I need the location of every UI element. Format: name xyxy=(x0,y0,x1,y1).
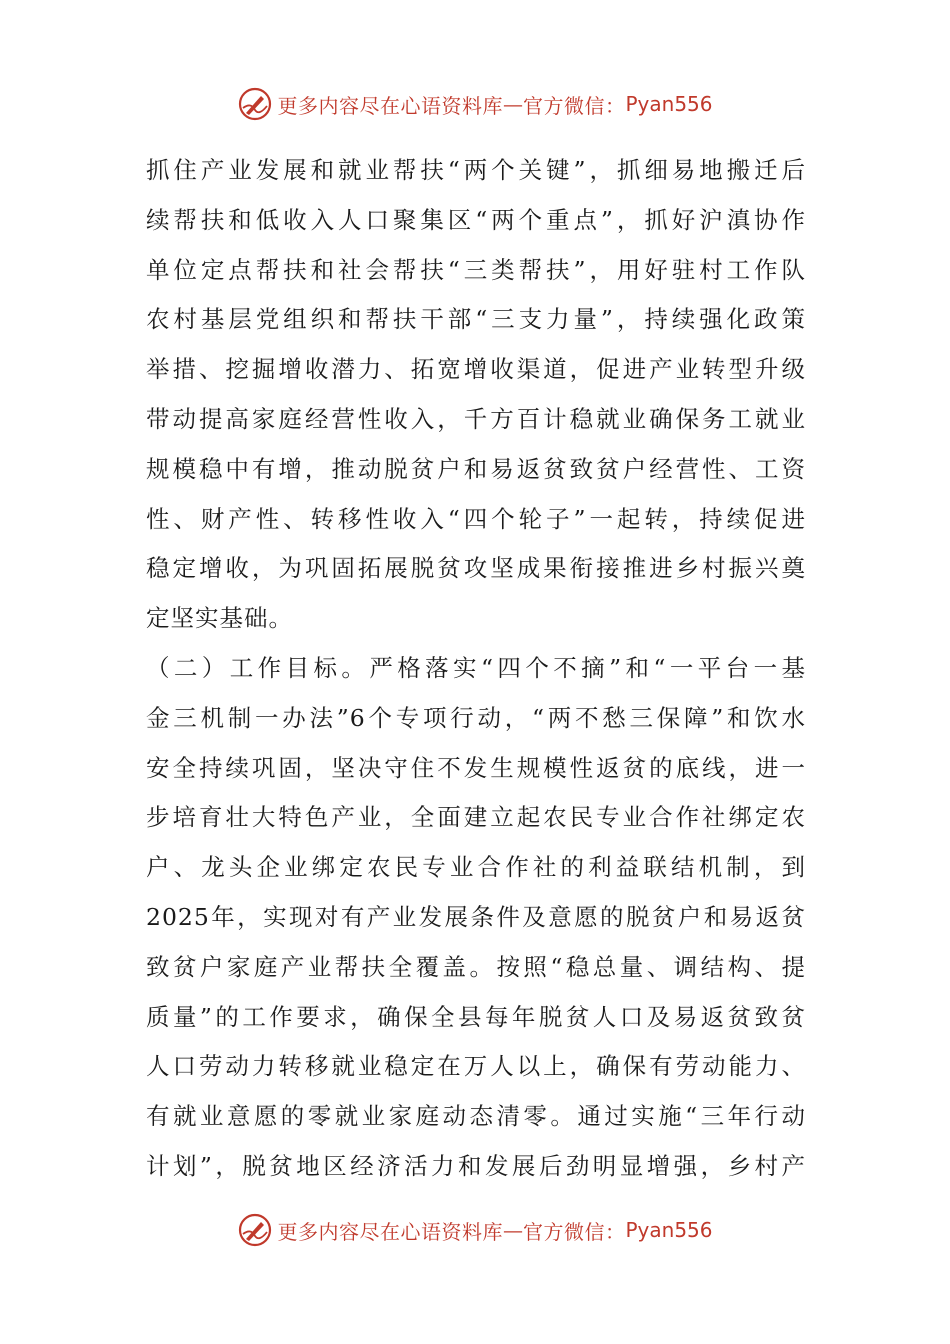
text-line: 金三机制一办法”6个专项行动，“两不愁三保障”和饮水 xyxy=(146,703,806,732)
text-line: 单位定点帮扶和社会帮扶“三类帮扶”，用好驻村工作队 xyxy=(146,255,806,284)
banner-wechat-label: 官方微信： xyxy=(522,1219,626,1244)
text-line: 致贫户家庭产业帮扶全覆盖。按照“稳总量、调结构、提 xyxy=(146,952,806,981)
text-line: 稳定增收，为巩固拓展脱贫攻坚成果衔接推进乡村振兴奠 xyxy=(146,554,806,583)
text-line: 带动提高家庭经营性收入，千方百计稳就业确保务工就业 xyxy=(146,404,806,433)
banner-wechat-id: Pyan556 xyxy=(625,92,713,116)
text-line: 性、财产性、转移性收入“四个轮子”一起转，持续促进 xyxy=(146,504,806,533)
text-line: 计划”，脱贫地区经济活力和发展后劲明显增强，乡村产 xyxy=(146,1151,806,1180)
footer-banner xyxy=(0,1208,950,1252)
text-line: 定坚实基础。 xyxy=(146,604,293,633)
banner-text: 更多内容尽在心语资料库 xyxy=(277,1219,503,1244)
text-line: 户、龙头企业绑定农民专业合作社的利益联结机制，到 xyxy=(146,853,806,882)
banner-wechat-id: Pyan556 xyxy=(625,1218,713,1242)
banner-text: 更多内容尽在心语资料库 xyxy=(277,93,503,118)
text-line: 规模稳中有增，推动脱贫户和易返贫致贫户经营性、工资 xyxy=(146,454,806,483)
banner-separator: — xyxy=(502,92,523,116)
document-body xyxy=(146,146,806,1192)
text-line: 抓住产业发展和就业帮扶“两个关键”，抓细易地搬迁后 xyxy=(146,156,806,184)
text-line: 质量”的工作要求，确保全县每年脱贫人口及易返贫致贫 xyxy=(146,1002,806,1031)
text-line: 续帮扶和低收入人口聚集区“两个重点”，抓好沪滇协作 xyxy=(146,205,806,234)
text-line: 人口劳动力转移就业稳定在万人以上，确保有劳动能力、 xyxy=(146,1052,806,1081)
text-line: 有就业意愿的零就业家庭动态清零。通过实施“三年行动 xyxy=(146,1102,806,1131)
text-line: 2025年，实现对有产业发展条件及意愿的脱贫户和易返贫 xyxy=(146,902,806,931)
pen-logo-icon xyxy=(237,1212,273,1248)
banner-wechat-label: 官方微信： xyxy=(522,93,626,118)
text-line: 农村基层党组织和帮扶干部“三支力量”，持续强化政策 xyxy=(146,305,806,334)
text-line: 举措、挖掘增收潜力、拓宽增收渠道，促进产业转型升级 xyxy=(146,355,806,384)
text-line: （二）工作目标。严格落实“四个不摘”和“一平台一基 xyxy=(146,653,806,682)
text-line: 步培育壮大特色产业，全面建立起农民专业合作社绑定农 xyxy=(146,803,806,832)
header-banner xyxy=(0,82,950,126)
text-line: 安全持续巩固，坚决守住不发生规模性返贫的底线，进一 xyxy=(146,753,806,782)
pen-logo-icon xyxy=(237,86,273,122)
banner-separator: — xyxy=(502,1218,523,1242)
